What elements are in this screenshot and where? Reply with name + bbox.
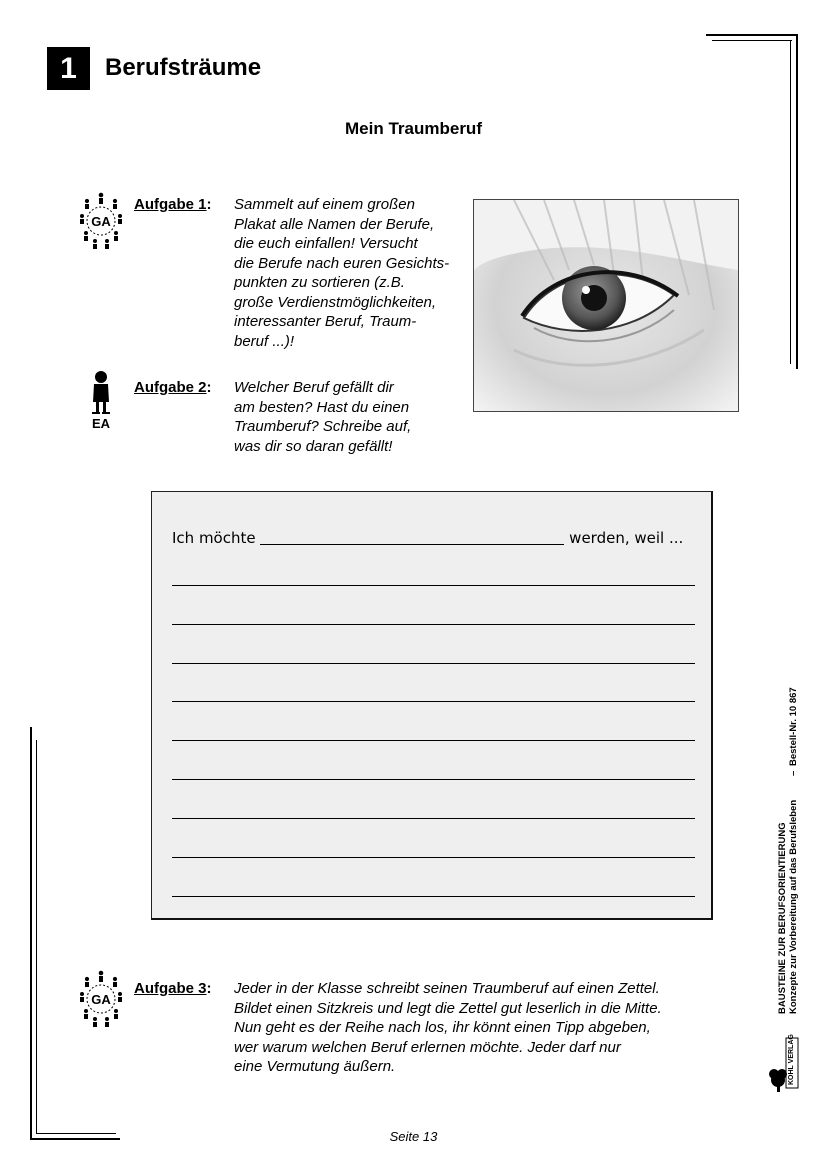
writing-line[interactable]	[172, 585, 695, 586]
writing-line[interactable]	[172, 896, 695, 897]
dream-job-blank[interactable]	[260, 544, 564, 545]
page-subtitle: Mein Traumberuf	[345, 119, 482, 138]
eye-photo	[473, 199, 739, 412]
frame-line-top-right-inner	[712, 40, 792, 41]
publisher-name: KOHL VERLAG	[788, 1034, 795, 1085]
writing-line[interactable]	[172, 701, 695, 702]
task-2-badge: EA	[91, 416, 111, 431]
task-3-text: Jeder in der Klasse schreibt seinen Traumberuf auf einen Zettel. Bildet einen Sitzkreis und legt die Zettel gut leserlich in die Mitte. Nun geht es der Reihe nach los, ihr könnt einen Tipp abgeben, wer warum welchen Beruf erlernen möchte. Jeder darf nur eine Vermutung äußern.	[234, 980, 662, 1075]
writing-line[interactable]	[172, 624, 695, 625]
publisher-logo	[766, 1030, 806, 1094]
frame-line-left-outer	[30, 727, 32, 1140]
writing-prompt	[172, 529, 683, 547]
chapter-title: Berufsträume	[105, 54, 262, 81]
frame-line-right-inner	[790, 40, 791, 364]
prompt-suffix: werden, weil ...	[569, 529, 684, 547]
task-2-text: Welcher Beruf gefällt dir am besten? Hast du einen Traumberuf? Schreibe auf, was dir so daran gefällt!	[234, 379, 412, 455]
writing-line[interactable]	[172, 818, 695, 819]
writing-line[interactable]	[172, 857, 695, 858]
task-3-badge: GA	[91, 992, 111, 1007]
task-2-label: Aufgabe 2:	[134, 379, 212, 396]
frame-line-top-right	[706, 34, 797, 36]
chapter-number: 1	[47, 47, 90, 90]
task-1-label: Aufgabe 1:	[134, 196, 212, 213]
sidebar-order-number: Bestell-Nr. 10 867	[788, 687, 799, 766]
frame-line-left-inner	[36, 740, 37, 1134]
prompt-prefix: Ich möchte	[172, 529, 256, 547]
frame-line-right-outer	[796, 34, 798, 369]
sidebar-series-subtitle: Konzepte zur Vorbereitung auf das Berufsleben	[788, 799, 799, 1014]
single-work-icon	[90, 370, 112, 416]
task-1-badge: GA	[91, 214, 111, 229]
page-number: Seite 13	[389, 1129, 438, 1144]
sidebar-dash: –	[788, 770, 799, 776]
writing-line[interactable]	[172, 663, 695, 664]
writing-line[interactable]	[172, 779, 695, 780]
task-3-label: Aufgabe 3:	[134, 980, 212, 997]
writing-line[interactable]	[172, 740, 695, 741]
task-1-text: Sammelt auf einem großen Plakat alle Namen der Berufe, die euch einfallen! Versucht die Berufe nach euren Gesichts- punkten zu sortieren (z.B. große Verdienstmöglichkeiten, interessanter Beruf, Traum- beruf ...)!	[234, 196, 450, 350]
sidebar-series-title: BAUSTEINE ZUR BERUFSORIENTIERUNG	[777, 822, 788, 1014]
writing-box	[151, 491, 713, 920]
